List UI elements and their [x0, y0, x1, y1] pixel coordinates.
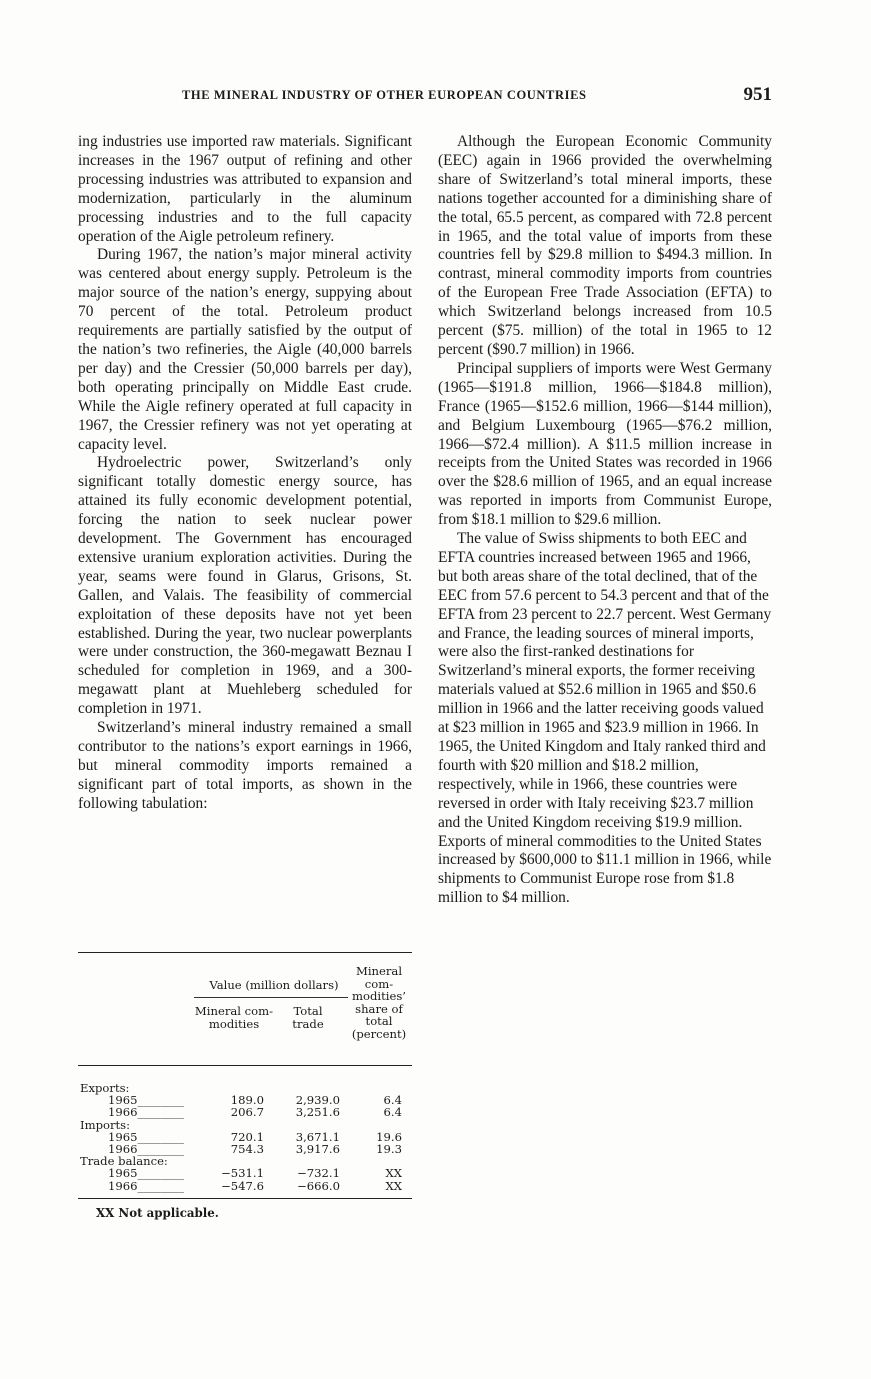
paragraph: Switzerland’s mineral industry remained a small contributor to the nations’s export earnings in 1966, but mineral commodity imports remained a significant part of total imports, as shown in the following tabulation:: [78, 719, 412, 812]
row-label: 1966________: [108, 1141, 184, 1156]
mineral-commodities-cell: 720.1: [230, 1129, 264, 1144]
paragraph: The value of Swiss shipments to both EEC and EFTA countries increased between 1965 and 1966, but both areas share of the total declined, that of the EEC from 57.6 percent to 54.3 percent and that of the EFTA from 23 percent to 22.7 percent. West Germany and France, the leading sources of mineral imports, were also the first-ranked destinations for Switzerland’s mineral exports, the former receiving materials valued at $52.6 million in 1965 and $50.6 million in 1966 and the latter receiving goods valued at $23 million in 1965 and $23.9 million in 1966. In 1965, the United Kingdom and Italy ranked third and fourth with $20 million and $18.2 million, respectively, while in 1966, these countries were reversed in order with Italy receiving $23.7 million and the United Kingdom receiving $19.9 million. Exports of mineral commodities to the United States increased by $600,000 to $11.1 million in 1966, while shipments to Communist Europe rose from $1.8 million to $4 million.: [438, 530, 772, 907]
total-trade-cell: 3,671.1: [295, 1129, 340, 1144]
paragraph: Hydroelectric power, Switzerland’s only significant totally domestic energy source, has attained its fully economic development potential, forcing the nation to seek nuclear power development. The Government has encouraged extensive uranium exploration activities. During the year, seams were found in Glarus, Grisons, St. Gallen, and Valais. The feasibility of commercial exploitation of these deposits have not yet been established. During the year, two nuclear powerplants were under construction, the 360-megawatt Beznau I scheduled for completion in 1969, and a 300-megawatt plant at Muehleberg scheduled for completion in 1971.: [78, 454, 412, 718]
right-column: [438, 133, 772, 908]
mineral-commodities-cell: −531.1: [221, 1166, 264, 1181]
mineral-commodities-cell: 754.3: [230, 1141, 264, 1156]
header-mineral-commodities: Mineral com- modities: [194, 1004, 274, 1031]
table-footnote: XX Not applicable.: [96, 1206, 219, 1220]
mineral-commodities-cell: 206.7: [230, 1105, 264, 1120]
row-label: 1965________: [108, 1129, 184, 1144]
row-label: Exports:: [80, 1081, 130, 1095]
paragraph: Principal suppliers of imports were West Germany (1965—$191.8 million, 1966—$184.8 million), France (1965—$152.6 million, 1966—$144 million), and Belgium Luxembourg (1965—$76.2 million, 1966—$72.4 million). A $11.5 million increase in receipts from the United States was recorded in 1966 over the $28.6 million of 1965, and an equal increase was reported in imports from Communist Europe, from $18.1 million to $29.6 million.: [438, 359, 772, 529]
header-rule: [194, 997, 348, 998]
header-share-percent: Mineral com- modities’ share of total (percent): [351, 964, 407, 1041]
header-value-group: Value (million dollars): [209, 978, 339, 992]
total-trade-cell: −666.0: [297, 1178, 340, 1193]
trade-table: [78, 952, 412, 1199]
left-column: [78, 133, 412, 814]
row-label: Trade balance:: [80, 1154, 168, 1169]
share-percent-cell: 6.4: [383, 1093, 402, 1108]
total-trade-cell: 3,251.6: [295, 1105, 340, 1120]
mineral-commodities-cell: −547.6: [221, 1178, 264, 1193]
table-body: [78, 1066, 412, 1192]
share-percent-cell: 19.3: [376, 1141, 402, 1156]
running-title: THE MINERAL INDUSTRY OF OTHER EUROPEAN COUNTRIES: [182, 88, 587, 102]
paragraph: During 1967, the nation’s major mineral activity was centered about energy supply. Petroleum is the major source of the nation’s energy, suppying about 70 percent of the total. Petroleum product requirements are partially satisfied by the output of the nation’s two refineries, the Aigle (40,000 barrels per day) and the Cressier (50,000 barrels per day), both operating principally on Middle East crude. While the Aigle refinery operated at full capacity in 1967, the Cressier refinery was not yet operating at capacity level.: [78, 246, 412, 453]
share-percent-cell: 6.4: [383, 1105, 402, 1120]
row-label: 1966________: [108, 1178, 184, 1193]
row-label: 1965________: [108, 1166, 184, 1181]
table-bottom-rule: [78, 1198, 412, 1199]
header-total-trade: Total trade: [292, 1004, 324, 1031]
total-trade-cell: −732.1: [297, 1166, 340, 1181]
total-trade-cell: 2,939.0: [295, 1093, 340, 1108]
total-trade-cell: 3,917.6: [295, 1141, 340, 1156]
table-row: [78, 1106, 412, 1118]
table-row: [78, 1180, 412, 1192]
share-percent-cell: XX: [385, 1166, 402, 1181]
table-header: [78, 953, 412, 1065]
share-percent-cell: XX: [385, 1178, 402, 1193]
paragraph: ing industries use imported raw materials. Significant increases in the 1967 output of refining and other processing industries was attributed to expansion and modernization, particularly in the aluminum processing industries and to the full capacity operation of the Aigle petroleum refinery.: [78, 133, 412, 245]
table-row: [78, 1167, 412, 1179]
page-header: [78, 84, 772, 114]
page-number: 951: [743, 84, 772, 105]
share-percent-cell: 19.6: [376, 1129, 402, 1144]
row-label: 1966________: [108, 1105, 184, 1120]
row-label: 1965________: [108, 1093, 184, 1108]
mineral-commodities-cell: 189.0: [230, 1093, 264, 1108]
table-row: [78, 1119, 412, 1131]
paragraph: Although the European Economic Community (EEC) again in 1966 provided the overwhelming share of Switzerland’s total mineral imports, these nations together accounted for a diminishing share of the total, 65.5 percent, as compared with 72.8 percent in 1965, and the total value of imports from these countries fell by $29.8 million to $494.3 million. In contrast, mineral commodity imports from countries of the European Free Trade Association (EFTA) to which Switzerland belongs increased from 10.5 percent ($75. million) of the total in 1965 to 12 percent ($90.7 million) in 1966.: [438, 133, 772, 358]
row-label: Imports:: [80, 1117, 131, 1132]
